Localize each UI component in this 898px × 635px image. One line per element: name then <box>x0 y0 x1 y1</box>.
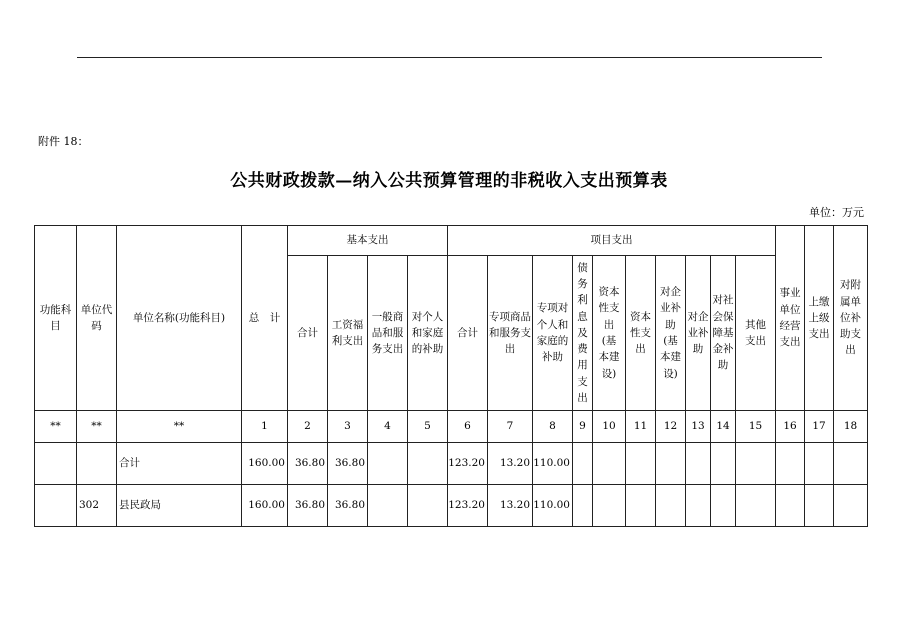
cell-name: 合计 <box>117 443 242 485</box>
header-unit-code: 单位代码 <box>77 226 117 411</box>
index-cell: 14 <box>711 411 736 443</box>
cell-capital <box>626 443 656 485</box>
cell-debt-interest <box>573 443 593 485</box>
cell-capital-construction <box>593 485 626 527</box>
index-cell: ** <box>77 411 117 443</box>
header-func-subject: 功能科目 <box>35 226 77 411</box>
cell-project-total: 123.20 <box>448 485 488 527</box>
cell-code <box>77 443 117 485</box>
cell-project-personal: 110.00 <box>533 443 573 485</box>
header-project-goods: 专项商品和服务支出 <box>488 256 533 411</box>
index-cell: 17 <box>805 411 834 443</box>
top-divider-line <box>77 57 822 58</box>
cell-project-goods: 13.20 <box>488 443 533 485</box>
cell-project-total: 123.20 <box>448 443 488 485</box>
index-cell: 4 <box>368 411 408 443</box>
page-title: 公共财政拨款—纳入公共预算管理的非税收入支出预算表 <box>230 171 668 191</box>
table-row <box>35 443 868 485</box>
header-project-group: 项目支出 <box>448 226 776 256</box>
index-cell: 10 <box>593 411 626 443</box>
header-row-1 <box>35 226 868 256</box>
index-cell: ** <box>117 411 242 443</box>
header-project-personal: 专项对个人和家庭的补助 <box>533 256 573 411</box>
cell-total: 160.00 <box>242 443 288 485</box>
cell-business-expense <box>776 485 805 527</box>
cell-capital <box>626 485 656 527</box>
header-subsidiary-subsidy: 对附属单位补助支出 <box>834 226 868 411</box>
index-cell: 16 <box>776 411 805 443</box>
header-project-total: 合计 <box>448 256 488 411</box>
cell-basic-personal <box>408 485 448 527</box>
index-cell: ** <box>35 411 77 443</box>
cell-social-security <box>711 443 736 485</box>
header-enterprise-construction: 对企业补助(基本建设) <box>656 256 686 411</box>
cell-upper-remit <box>805 485 834 527</box>
cell-subsidiary-subsidy <box>834 443 868 485</box>
cell-capital-construction <box>593 443 626 485</box>
index-cell: 6 <box>448 411 488 443</box>
cell-basic-total: 36.80 <box>288 443 328 485</box>
unit-label: 单位：万元 <box>809 206 864 219</box>
budget-table <box>34 225 868 527</box>
header-capital-construction: 资本性支出(基本建设) <box>593 256 626 411</box>
cell-upper-remit <box>805 443 834 485</box>
cell-social-security <box>711 485 736 527</box>
header-basic-group: 基本支出 <box>288 226 448 256</box>
cell-debt-interest <box>573 485 593 527</box>
cell-project-goods: 13.20 <box>488 485 533 527</box>
cell-code: 302 <box>77 485 117 527</box>
cell-name: 县民政局 <box>117 485 242 527</box>
table-row <box>35 485 868 527</box>
index-cell: 13 <box>686 411 711 443</box>
cell-basic-wages: 36.80 <box>328 443 368 485</box>
cell-basic-goods <box>368 485 408 527</box>
index-cell: 18 <box>834 411 868 443</box>
header-basic-personal: 对个人和家庭的补助 <box>408 256 448 411</box>
header-enterprise-subsidy: 对企业补助 <box>686 256 711 411</box>
header-basic-goods: 一般商品和服务支出 <box>368 256 408 411</box>
cell-basic-goods <box>368 443 408 485</box>
index-cell: 7 <box>488 411 533 443</box>
attachment-label: 附件 18： <box>38 135 89 148</box>
cell-other-expense <box>736 443 776 485</box>
index-cell: 8 <box>533 411 573 443</box>
header-total: 总 计 <box>242 226 288 411</box>
header-other-expense: 其他支出 <box>736 256 776 411</box>
cell-basic-personal <box>408 443 448 485</box>
cell-enterprise-subsidy <box>686 485 711 527</box>
index-cell: 12 <box>656 411 686 443</box>
header-upper-remit: 上缴上级支出 <box>805 226 834 411</box>
index-cell: 15 <box>736 411 776 443</box>
index-row <box>35 411 868 443</box>
cell-enterprise-subsidy <box>686 443 711 485</box>
cell-func <box>35 443 77 485</box>
header-business-expense: 事业单位经营支出 <box>776 226 805 411</box>
index-cell: 2 <box>288 411 328 443</box>
header-basic-total: 合计 <box>288 256 328 411</box>
cell-enterprise-construction <box>656 485 686 527</box>
cell-enterprise-construction <box>656 443 686 485</box>
index-cell: 1 <box>242 411 288 443</box>
index-cell: 5 <box>408 411 448 443</box>
cell-other-expense <box>736 485 776 527</box>
header-debt-interest: 债务利息及费用支出 <box>573 256 593 411</box>
cell-business-expense <box>776 443 805 485</box>
cell-total: 160.00 <box>242 485 288 527</box>
cell-project-personal: 110.00 <box>533 485 573 527</box>
cell-func <box>35 485 77 527</box>
header-capital: 资本性支出 <box>626 256 656 411</box>
cell-basic-wages: 36.80 <box>328 485 368 527</box>
cell-basic-total: 36.80 <box>288 485 328 527</box>
header-unit-name: 单位名称(功能科目) <box>117 226 242 411</box>
header-basic-wages: 工资福利支出 <box>328 256 368 411</box>
index-cell: 3 <box>328 411 368 443</box>
header-social-security: 对社会保障基金补助 <box>711 256 736 411</box>
index-cell: 11 <box>626 411 656 443</box>
index-cell: 9 <box>573 411 593 443</box>
cell-subsidiary-subsidy <box>834 485 868 527</box>
